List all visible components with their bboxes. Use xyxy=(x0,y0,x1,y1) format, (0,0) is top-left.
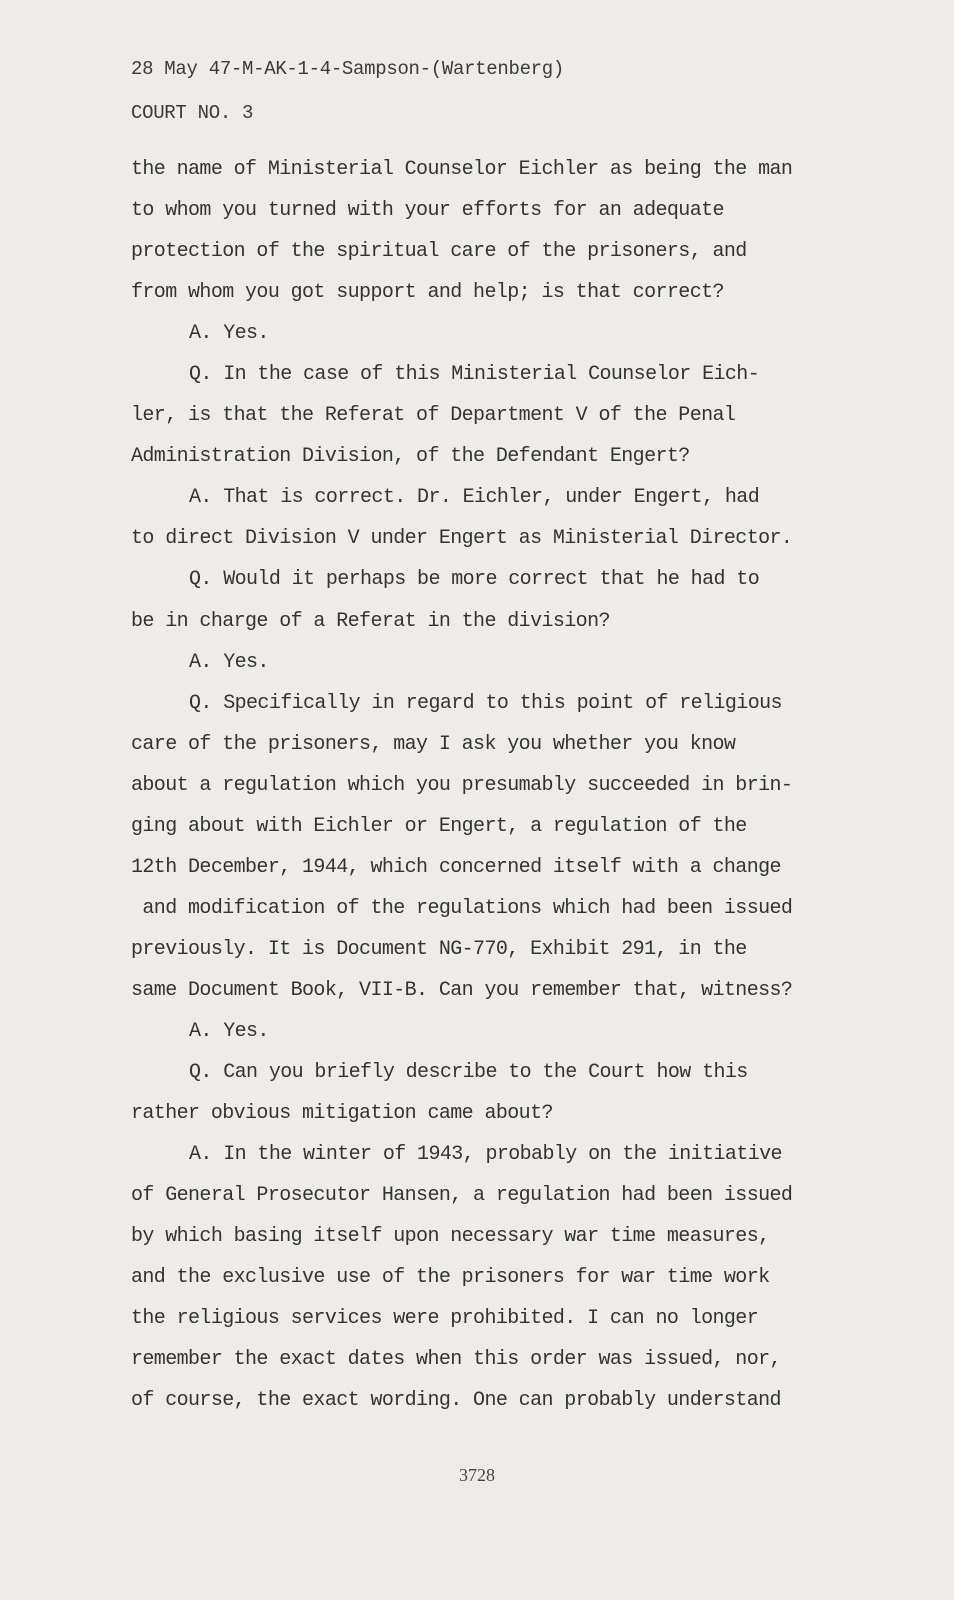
header-court-line: COURT NO. 3 xyxy=(131,102,254,124)
question-line: Q. Can you briefly describe to the Court how this xyxy=(189,1061,748,1085)
page-header xyxy=(131,56,564,144)
text-line: remember the exact dates when this order was issued, nor, xyxy=(131,1348,781,1372)
text-line: care of the prisoners, may I ask you whether you know xyxy=(131,732,736,756)
text-line: be in charge of a Referat in the division? xyxy=(131,609,610,633)
text-line: and modification of the regulations which had been issued xyxy=(131,896,793,920)
text-line: and the exclusive use of the prisoners for war time work xyxy=(131,1266,770,1290)
text-line: previously. It is Document NG-770, Exhibit 291, in the xyxy=(131,937,747,961)
text-line: from whom you got support and help; is that correct? xyxy=(131,281,724,305)
page-number: 3728 xyxy=(459,1465,495,1485)
answer-line: A. Yes. xyxy=(189,1019,269,1043)
answer-line: A. Yes. xyxy=(189,322,269,346)
text-line: same Document Book, VII-B. Can you remember that, witness? xyxy=(131,978,793,1002)
question-line: Q. Would it perhaps be more correct that he had to xyxy=(189,568,760,592)
answer-line: A. Yes. xyxy=(189,650,269,674)
text-line: rather obvious mitigation came about? xyxy=(131,1102,553,1126)
text-line: ler, is that the Referat of Department V of the Penal xyxy=(131,404,736,428)
text-line: the religious services were prohibited. I can no longer xyxy=(131,1307,759,1331)
question-line: Q. Specifically in regard to this point of religious xyxy=(189,691,782,715)
text-line: of General Prosecutor Hansen, a regulation had been issued xyxy=(131,1184,793,1208)
text-line: of course, the exact wording. One can probably understand xyxy=(131,1389,781,1413)
text-line: to direct Division V under Engert as Ministerial Director. xyxy=(131,527,793,551)
answer-line: A. That is correct. Dr. Eichler, under Engert, had xyxy=(189,486,760,510)
text-line: about a regulation which you presumably succeeded in brin- xyxy=(131,773,793,797)
text-line: to whom you turned with your efforts for an adequate xyxy=(131,199,724,223)
transcript-body xyxy=(131,156,851,1428)
text-line: Administration Division, of the Defendant Engert? xyxy=(131,445,690,469)
question-line: Q. In the case of this Ministerial Counselor Eich- xyxy=(189,363,760,387)
text-line: by which basing itself upon necessary war time measures, xyxy=(131,1225,770,1249)
header-session-line: 28 May 47-M-AK-1-4-Sampson-(Wartenberg) xyxy=(131,58,564,80)
text-line: 12th December, 1944, which concerned itself with a change xyxy=(131,855,781,879)
text-line: the name of Ministerial Counselor Eichler as being the man xyxy=(131,158,793,181)
answer-line: A. In the winter of 1943, probably on the initiative xyxy=(189,1143,782,1167)
text-line: protection of the spiritual care of the prisoners, and xyxy=(131,240,747,264)
text-line: ging about with Eichler or Engert, a regulation of the xyxy=(131,814,747,838)
